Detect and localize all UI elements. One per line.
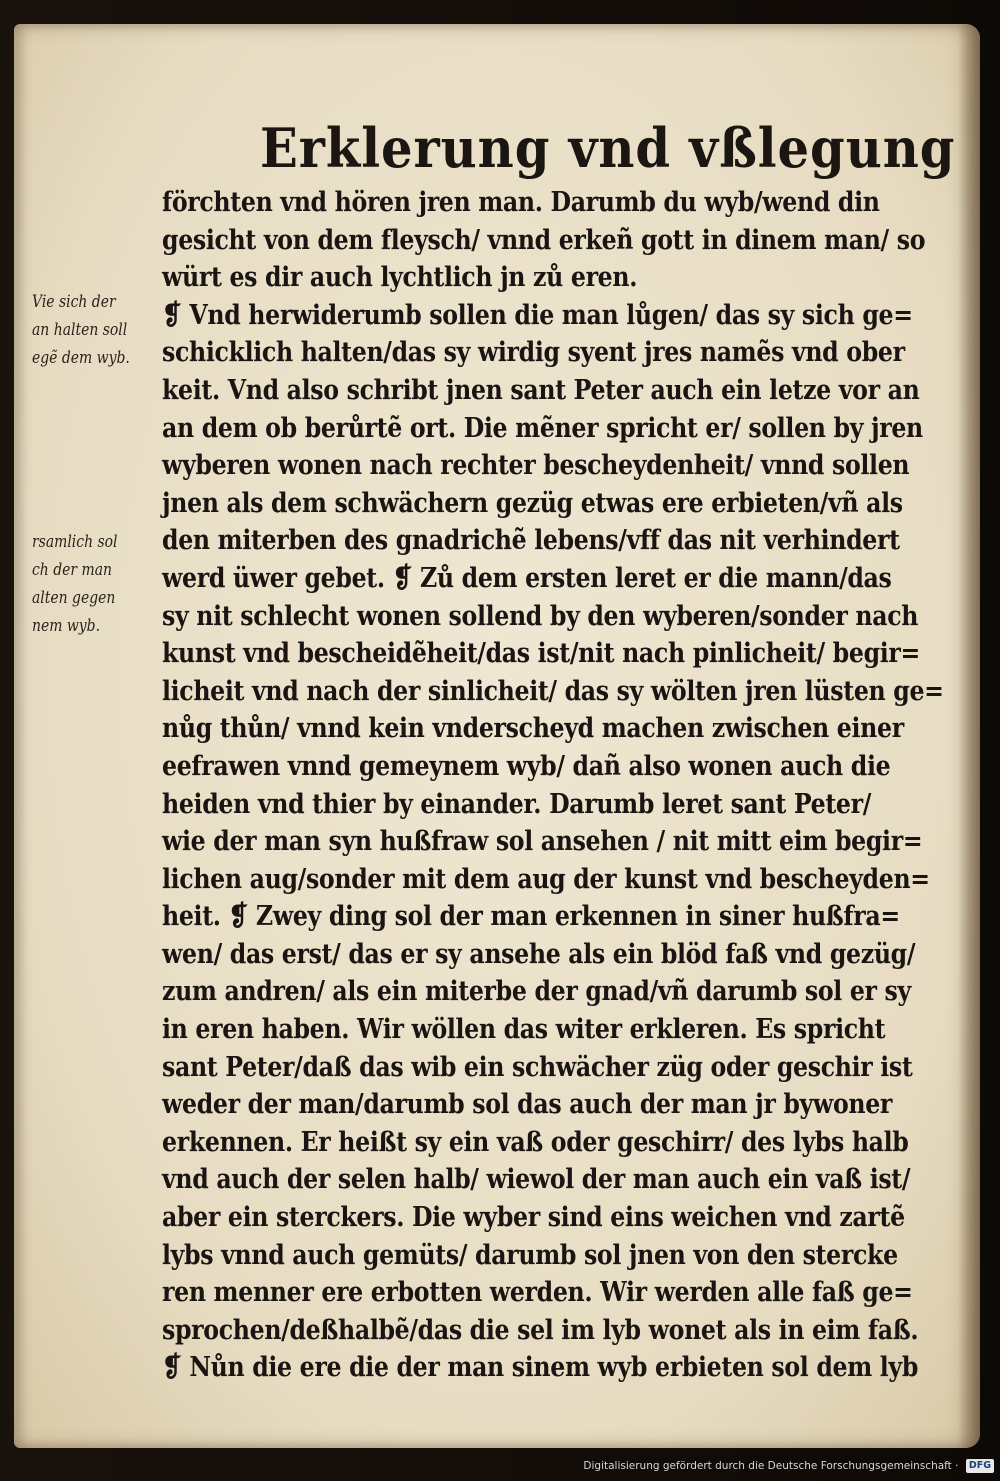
book-page [14, 24, 980, 1448]
text-line: wie der man syn hußfraw sol ansehen / nit mitt eim begir= [162, 825, 923, 858]
text-line: sant Peter/daß das wib ein schwächer züg oder geschir ist [162, 1050, 913, 1083]
text-line: wen/ das erst/ das er sy ansehe als ein blöd faß vnd gezüg/ [162, 937, 916, 970]
text-line: ❡ Nůn die ere die der man sinem wyb erbieten sol dem lyb [162, 1351, 919, 1384]
marginal-note-line: an halten soll [32, 320, 128, 340]
text-line: eefrawen vnnd gemeynem wyb/ dañ also wonen auch die [162, 749, 891, 782]
text-line: würt es dir auch lychtlich jn zů eren. [162, 261, 638, 294]
text-line: den miterben des gnadrichẽ lebens/vff das nit verhindert [162, 524, 900, 557]
text-line: aber ein sterckers. Die wyber sind eins weichen vnd zartẽ [162, 1201, 905, 1234]
dfg-logo: DFG [966, 1459, 994, 1473]
marginal-note [32, 528, 139, 640]
text-line: lichen aug/sonder mit dem aug der kunst vnd bescheyden= [162, 862, 930, 895]
text-line: zum andren/ als ein miterbe der gnad/vñ darumb sol er sy [162, 975, 911, 1008]
text-line: erkennen. Er heißt sy ein vaß oder geschirr/ des lybs halb [162, 1125, 909, 1158]
credit-text: Digitalisierung gefördert durch die Deutsche Forschungsgemeinschaft · [583, 1460, 959, 1472]
digitization-credit [583, 1455, 994, 1477]
marginal-note-line: Vie sich der [32, 292, 116, 312]
text-line: in eren haben. Wir wöllen das witer erkleren. Es spricht [162, 1013, 886, 1046]
marginal-note-line: egẽ dem wyb. [32, 348, 130, 368]
text-line: jnen als dem schwächern gezüg etwas ere erbieten/vñ als [162, 486, 903, 519]
main-text-block [162, 184, 944, 1387]
text-line: kunst vnd bescheidẽheit/das ist/nit nach pinlicheit/ begir= [162, 637, 920, 670]
text-line: lybs vnnd auch gemüts/ darumb sol jnen von den stercke [162, 1238, 898, 1271]
marginal-note-line: nem wyb. [32, 616, 101, 636]
text-line: ❡ Vnd herwiderumb sollen die man lůgen/ das sy sich ge= [162, 298, 913, 331]
text-line: weder der man/darumb sol das auch der man jr bywoner [162, 1088, 893, 1121]
marginal-note-line: rsamlich sol [32, 532, 118, 552]
text-line: förchten vnd hören jren man. Darumb du wyb/wend din [162, 186, 880, 218]
marginal-note [32, 288, 139, 372]
text-line: keit. Vnd also schribt jnen sant Peter auch ein letze vor an [162, 373, 920, 406]
text-line: vnd auch der selen halb/ wiewol der man auch ein vaß ist/ [162, 1163, 911, 1196]
text-line: heiden vnd thier by einander. Darumb leret sant Peter/ [162, 787, 872, 820]
text-line: heit. ❡ Zwey ding sol der man erkennen in siner hußfra= [162, 900, 900, 933]
text-line: an dem ob berůrtẽ ort. Die mẽner spricht er/ sollen by jren [162, 411, 923, 444]
page-edge-shadow [958, 24, 980, 1448]
running-head: Erklerung vnd vßlegung [260, 116, 956, 180]
text-line: ren menner ere erbotten werden. Wir werden alle faß ge= [162, 1276, 913, 1309]
text-line: sy nit schlecht wonen sollend by den wyberen/sonder nach [162, 599, 919, 632]
text-line: nůg thůn/ vnnd kein vnderscheyd machen zwischen einer [162, 712, 904, 745]
text-line: wyberen wonen nach rechter bescheydenheit/ vnnd sollen [162, 449, 910, 482]
marginal-note-line: alten gegen [32, 588, 116, 608]
text-line: schicklich halten/das sy wirdig syent jres namẽs vnd ober [162, 336, 905, 369]
text-line: werd üwer gebet. ❡ Zů dem ersten leret er die mann/das [162, 561, 892, 594]
marginal-note-line: ch der man [32, 560, 113, 580]
text-line: gesicht von dem fleysch/ vnnd erkeñ gott in dinem man/ so [162, 223, 926, 256]
text-line: sprochen/deßhalbẽ/das die sel im lyb wonet als in eim faß. [162, 1313, 919, 1346]
text-line: licheit vnd nach der sinlicheit/ das sy wölten jren lüsten ge= [162, 674, 944, 707]
